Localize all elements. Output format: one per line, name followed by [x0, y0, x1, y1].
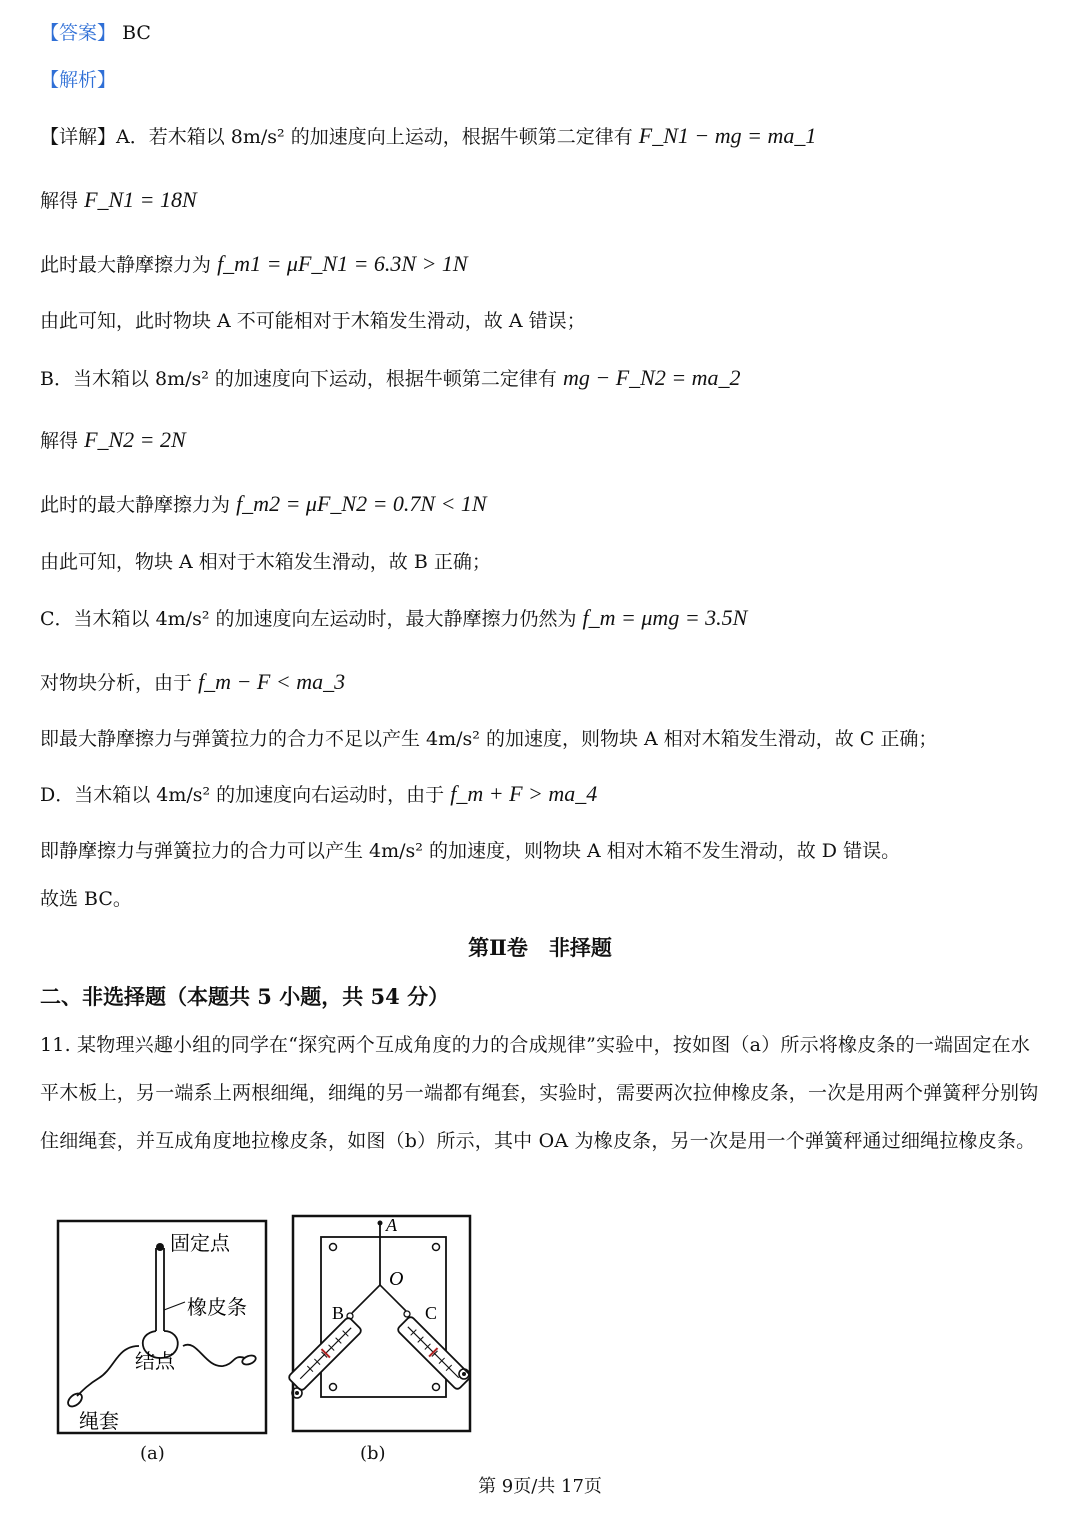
figure-b-board [293, 1216, 470, 1431]
ring-b-center [295, 1391, 299, 1395]
label-knot: 结点 [135, 1349, 175, 1373]
detail-b-fric-prefix: 此时的最大静摩擦力为 [40, 494, 231, 516]
detail-tag: 【详解】 [40, 126, 117, 148]
string-left [77, 1346, 139, 1396]
detail-a-fric-line [40, 250, 468, 279]
section-title: 第Ⅱ卷 非择题 [468, 935, 612, 960]
detail-d-equation: f_m + F > ma_4 [450, 781, 598, 806]
hook-c [404, 1311, 410, 1317]
pin [433, 1244, 440, 1251]
detail-a-solve-line [40, 186, 197, 215]
answer-value: BC [122, 22, 151, 44]
detail-c-equation: f_m = μmg = 3.5N [582, 605, 748, 630]
pin [433, 1384, 440, 1391]
ring-c-center [462, 1372, 466, 1376]
fixed-point-marker [156, 1243, 164, 1251]
detail-a-solve-prefix: 解得 [40, 190, 79, 212]
figure-b [288, 1213, 474, 1435]
pin [330, 1244, 337, 1251]
loop-left [66, 1391, 85, 1409]
detail-a-fric-prefix: 此时最大静摩擦力为 [40, 254, 212, 276]
figure-b-caption: (b) [360, 1443, 386, 1464]
answer-tag: 【答案】 [40, 22, 117, 44]
detail-b-fric-line [40, 490, 487, 519]
detail-b-line [40, 364, 741, 393]
detail-c-text: C．当木箱以 4m/s² 的加速度向左运动时，最大静摩擦力仍然为 [40, 608, 577, 630]
detail-b-solve-line [40, 426, 186, 455]
detail-a-fric: f_m1 = μF_N1 = 6.3N > 1N [217, 251, 468, 276]
figure-a-frame [58, 1221, 266, 1433]
detail-c-conclusion: 即最大静摩擦力与弹簧拉力的合力不足以产生 4m/s² 的加速度，则物块 A 相对木箱发生滑动，故 C 正确； [40, 728, 938, 750]
label-fixed-point: 固定点 [170, 1231, 230, 1255]
detail-c-line [40, 604, 747, 633]
question-11-text: 11. 某物理兴趣小组的同学在“探究两个互成角度的力的合成规律”实验中，按如图（a）所示将橡皮条的一端固定在水平木板上，另一端系上两根细绳，细绳的另一端都有绳套，实验时，需要两次拉伸橡皮条，一次是用两个弹簧秤分别钩住细绳套，并互成角度地拉橡皮条，如图（b）所示，其中 OA 为橡皮条，另一次是用一个弹簧秤通过细绳拉橡皮条。 [40, 1034, 1039, 1152]
detail-c-analysis-line [40, 668, 345, 697]
pin [330, 1384, 337, 1391]
detail-b-solve: F_N2 = 2N [84, 427, 186, 452]
page-footer: 第 9页/共 17页 [478, 1476, 602, 1497]
detail-a-solve: F_N1 = 18N [84, 187, 197, 212]
label-rubber-band: 橡皮条 [187, 1295, 247, 1319]
detail-b-text: B．当木箱以 8m/s² 的加速度向下运动，根据牛顿第二定律有 [40, 368, 557, 390]
analysis-tag: 【解析】 [40, 69, 117, 91]
loop-right [241, 1354, 257, 1366]
label-b: B [332, 1303, 345, 1323]
detail-a-conclusion: 由此可知，此时物块 A 不可能相对于木箱发生滑动，故 A 错误； [40, 310, 586, 332]
detail-a-line [40, 122, 816, 151]
detail-a-text: A．若木箱以 8m/s² 的加速度向上运动，根据牛顿第二定律有 [116, 126, 633, 148]
detail-b-equation: mg − F_N2 = ma_2 [562, 365, 741, 390]
answer-line [40, 19, 151, 47]
label-o: O [389, 1268, 404, 1290]
analysis-line [40, 66, 116, 94]
detail-b-conclusion: 由此可知，物块 A 相对于木箱发生滑动，故 B 正确； [40, 551, 491, 573]
detail-d-line [40, 780, 597, 809]
part-title: 二、非选择题（本题共 5 小题，共 54 分） [40, 984, 450, 1009]
detail-c-analysis: f_m − F < ma_3 [198, 669, 346, 694]
detail-c-analysis-prefix: 对物块分析，由于 [40, 672, 193, 694]
detail-b-solve-prefix: 解得 [40, 430, 79, 452]
label-c: C [425, 1303, 438, 1323]
detail-b-fric: f_m2 = μF_N2 = 0.7N < 1N [236, 491, 487, 516]
detail-a-equation: F_N1 − mg = ma_1 [638, 123, 817, 148]
string-ob [352, 1285, 380, 1313]
detail-final: 故选 BC。 [40, 888, 132, 910]
figure-a-caption: (a) [140, 1443, 165, 1464]
figure-a [55, 1218, 270, 1438]
rubber-band-leader [164, 1302, 185, 1310]
string-right [183, 1345, 245, 1366]
detail-d-conclusion: 即静摩擦力与弹簧拉力的合力可以产生 4m/s² 的加速度，则物块 A 相对木箱不发生滑动，故 D 错误。 [40, 840, 901, 862]
spring-scale-b [288, 1317, 362, 1392]
label-a: A [386, 1215, 397, 1235]
detail-d-text: D．当木箱以 4m/s² 的加速度向右运动时，由于 [40, 784, 445, 806]
label-loop: 绳套 [79, 1409, 119, 1433]
spring-scale-c [397, 1316, 472, 1391]
